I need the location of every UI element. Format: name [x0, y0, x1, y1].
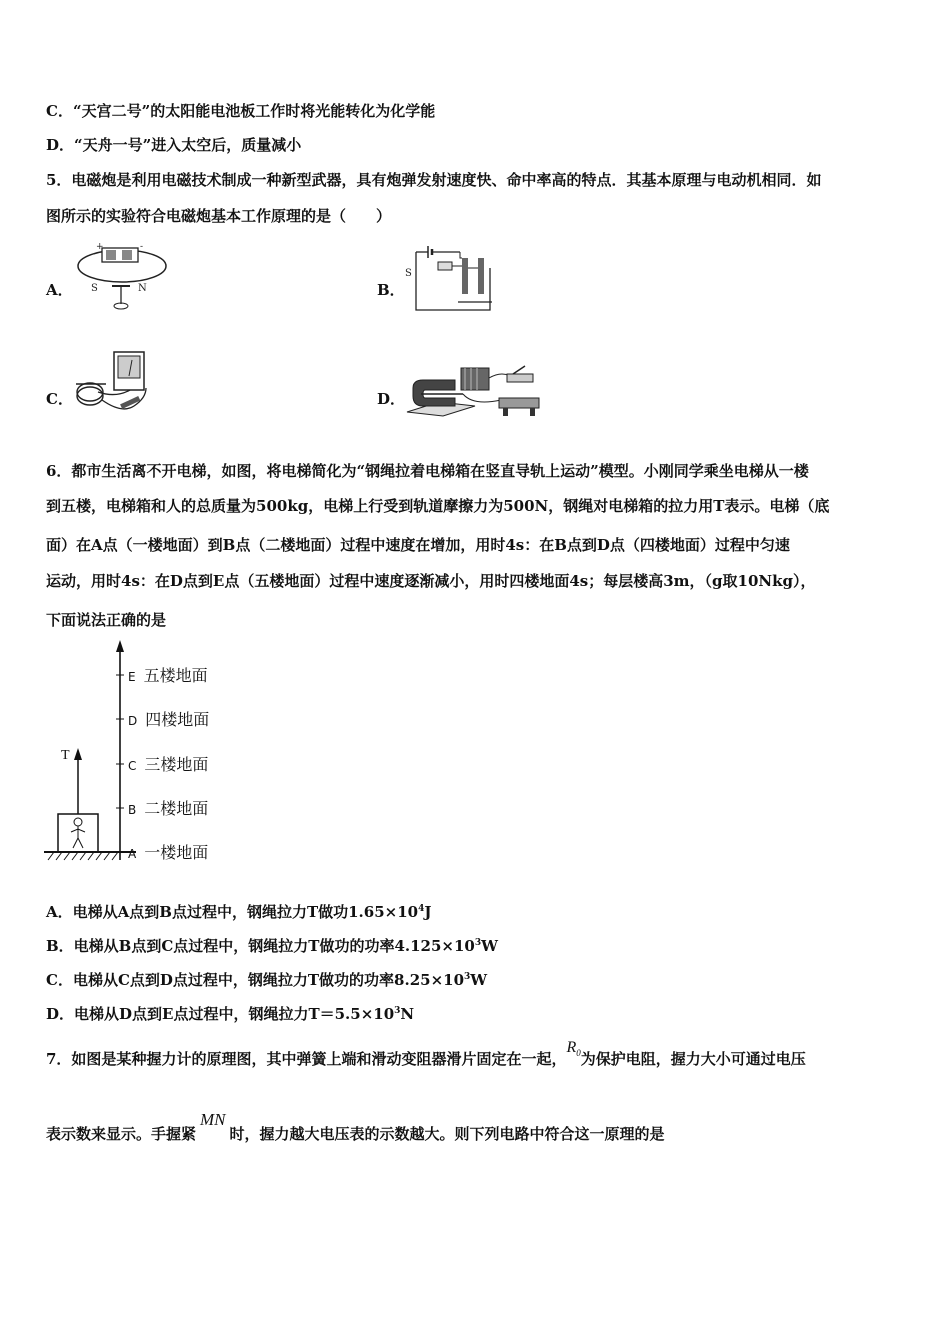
- q5-stem-line2: 图所示的实验符合电磁炮基本工作原理的是（ ）: [46, 207, 392, 225]
- q5-option-b-label: B．: [377, 281, 405, 299]
- plus-sign: +: [96, 242, 104, 252]
- minus-sign: -: [140, 242, 144, 252]
- q5-figure-c-galvanometer: [72, 348, 157, 420]
- floor-b-name: 二楼地面: [144, 799, 209, 818]
- q6-option-a: A．电梯从A点到B点过程中，钢绳拉力T做功$1.65\times 10^4J$: [46, 903, 432, 921]
- r0-symbol: $R_0$: [566, 1039, 581, 1059]
- q6-stem-line3: 面）在A点（一楼地面）到B点（二楼地面）过程中速度在增加，用时4s：在B点到D点（四楼地面）过程中匀速: [46, 536, 790, 554]
- q5-figure-b-circuit: [402, 242, 500, 314]
- needle-n-label: N: [138, 283, 147, 294]
- floor-e-name: 五楼地面: [143, 666, 208, 685]
- q4-option-c: C．“天宫二号”的太阳能电池板工作时将光能转化为化学能: [46, 102, 436, 120]
- floor-d-name: 四楼地面: [145, 710, 210, 729]
- q6-stem-line2: 到五楼，电梯箱和人的总质量为500kg，电梯上行受到轨道摩擦力为500N，钢绳对电梯箱的拉力用T表示。电梯（底: [46, 497, 830, 515]
- q5-stem-line1: 5．电磁炮是利用电磁技术制成一种新型武器，具有炮弹发射速度快、命中率高的特点．其基本原理与电动机相同．如: [46, 171, 822, 189]
- floor-e-point: E: [128, 670, 136, 684]
- floor-c-name: 三楼地面: [144, 755, 209, 774]
- q7-stem-line1: 7．如图是某种握力计的原理图，其中弹簧上端和滑动变阻器滑片固定在一起，$R_0$为保护电阻，握力大小可通过电压: [46, 1039, 806, 1068]
- floor-d-point: D: [128, 714, 138, 728]
- q5-figure-a-solenoid: [72, 240, 177, 315]
- q7-stem-line2: 表示数来显示。手握紧MN时，握力越大电压表的示数越大。则下列电路中符合这一原理的是: [46, 1110, 665, 1143]
- q6-stem-line1: 6．都市生活离不开电梯，如图，将电梯简化为“钢绳拉着电梯箱在竖直导轨上运动”模型。小刚同学乘坐电梯从一楼: [46, 462, 809, 480]
- needle-s-label: S: [91, 283, 98, 294]
- q6-option-b: B．电梯从B点到C点过程中，钢绳拉力T做功的功率$4.125\times 10^3W$: [46, 937, 498, 955]
- floor-b-point: B: [128, 803, 137, 817]
- floor-a-name: 一楼地面: [144, 843, 209, 862]
- q6-option-d: D．电梯从D点到E点过程中，钢绳拉力$T=5.5\times 10^3N$: [46, 1005, 415, 1023]
- q5-option-c-label: C．: [46, 390, 73, 408]
- floor-a-point: A: [128, 847, 137, 861]
- q5-option-d-label: D．: [377, 390, 406, 408]
- floor-c-point: C: [128, 759, 137, 773]
- q6-stem-line5: 下面说法正确的是: [46, 611, 167, 629]
- floor-c-label: [128, 752, 208, 775]
- tension-t-label: T: [61, 748, 70, 763]
- q6-elevator-diagram: [40, 638, 140, 870]
- floor-b-label: [128, 796, 208, 819]
- q5-figure-d-motor-setup: [403, 360, 543, 420]
- switch-s-label: S: [405, 268, 412, 279]
- floor-a-label: [128, 840, 208, 863]
- floor-e-label: [128, 663, 208, 686]
- q4-option-d: D．“天舟一号”进入太空后，质量减小: [46, 136, 302, 154]
- floor-d-label: [128, 707, 209, 730]
- q5-option-a-label: A．: [46, 281, 73, 299]
- q6-stem-line4: 运动，用时4s：在D点到E点（五楼地面）过程中速度逐渐减小，用时四楼地面4s；每层楼高3m，（g取10Nkg），: [46, 572, 816, 590]
- mn-symbol: MN: [200, 1110, 226, 1129]
- q6-option-c: C．电梯从C点到D点过程中，钢绳拉力T做功的功率$8.25\times 10^3W$: [46, 971, 488, 989]
